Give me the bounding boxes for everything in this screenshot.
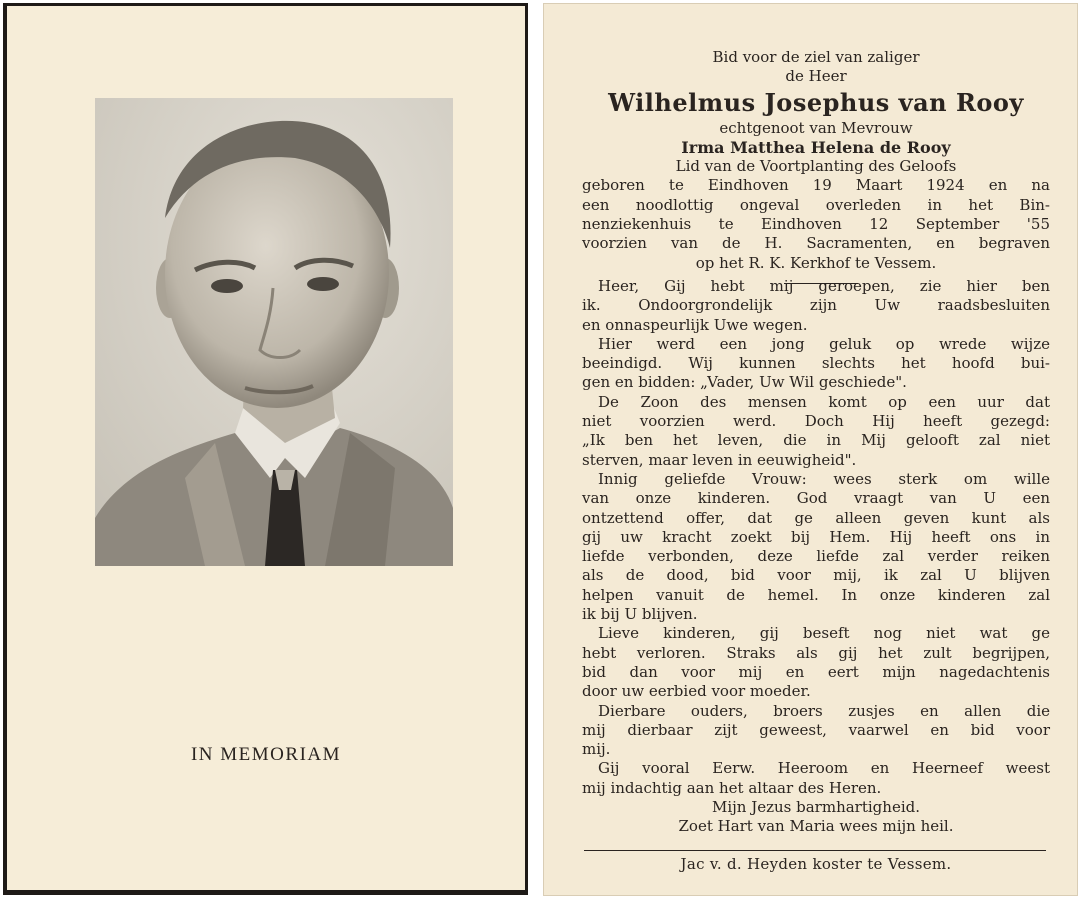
bio-line: een noodlottig ongeval overleden in het Bin- <box>582 195 1050 214</box>
bio-line: geboren te Eindhoven 19 Maart 1924 en na <box>582 176 1050 195</box>
paragraph-line: ik bij U blijven. <box>582 605 698 624</box>
paragraph-line: ik. Ondoorgrondelijk zijn Uw raadsbesluiten <box>582 296 1050 315</box>
in-memoriam-caption: IN MEMORIAM <box>190 744 342 765</box>
paragraph-line: gen en bidden: „Vader, Uw Wil geschiede". <box>582 373 907 392</box>
memorial-card-front <box>3 3 528 895</box>
bio-line: op het R. K. Kerkhof te Vessem. <box>695 253 937 272</box>
paragraph-line: niet voorzien werd. Doch Hij heeft gezegd: <box>582 412 1050 431</box>
portrait-image <box>95 98 453 566</box>
bio-line: nenziekenhuis te Eindhoven 12 September '55 <box>582 215 1050 234</box>
paragraph-line: en onnaspeurlijk Uwe wegen. <box>582 315 808 334</box>
portrait-photo <box>95 98 453 566</box>
paragraph-line: door uw eerbied voor moeder. <box>582 682 811 701</box>
paragraph-line: bid dan voor mij en eert mijn nagedachtenis <box>582 662 1050 681</box>
paragraph-line: Innig geliefde Vrouw: wees sterk om wille <box>598 469 1050 488</box>
paragraph-line: liefde verbonden, deze liefde zal verder reiken <box>582 547 1050 566</box>
paragraph-line: ontzettend offer, dat ge alleen geven kunt als <box>582 508 1050 527</box>
closing-line: Zoet Hart van Maria wees mijn heil. <box>678 817 954 836</box>
paragraph-line: Dierbare ouders, broers zusjes en allen die <box>598 701 1050 720</box>
header-line: Bid voor de ziel van zaliger <box>712 48 920 66</box>
spouse-name: Irma Matthea Helena de Rooy <box>681 137 951 157</box>
paragraph-line: De Zoon des mensen komt op een uur dat <box>598 392 1050 411</box>
paragraph-line: Hier werd een jong geluk op wrede wijze <box>598 334 1050 353</box>
paragraph-line: Gij vooral Eerw. Heeroom en Heerneef weest <box>598 759 1050 778</box>
bio-line: voorzien van de H. Sacramenten, en begraven <box>582 234 1050 253</box>
paragraph-line: Lieve kinderen, gij beseft nog niet wat ge <box>598 624 1050 643</box>
paragraph-line: beeindigd. Wij kunnen slechts het hoofd bui- <box>582 354 1050 373</box>
paragraph-line: als de dood, bid voor mij, ik zal U blijven <box>582 566 1050 585</box>
paragraph-line: mij. <box>582 740 611 759</box>
paragraph-line: van onze kinderen. God vraagt van U een <box>582 489 1050 508</box>
header-line: de Heer <box>785 67 847 86</box>
memorial-text <box>582 48 1050 837</box>
underline-mark <box>784 283 858 284</box>
spouse-intro: echtgenoot van Mevrouw <box>719 118 913 137</box>
paragraph-line: mij indachtig aan het altaar des Heren. <box>582 778 882 797</box>
printer-credit: Jac v. d. Heyden koster te Vessem. <box>680 855 952 873</box>
paragraph-line: gij uw kracht zoekt bij Hem. Hij heeft ons in <box>582 527 1050 546</box>
paragraph-line: hebt verloren. Straks als gij het zult begrijpen, <box>582 643 1050 662</box>
paragraph-line: Heer, Gij hebt mij geroepen, zie hier ben <box>598 276 1050 295</box>
deceased-name: Wilhelmus Josephus van Rooy <box>608 87 1024 117</box>
paragraph-line: sterven, maar leven in eeuwigheid". <box>582 450 857 469</box>
paragraph-line: „Ik ben het leven, die in Mij gelooft zal niet <box>582 431 1050 450</box>
closing-line: Mijn Jezus barmhartigheid. <box>711 797 920 816</box>
bio-line: Lid van de Voortplanting des Geloofs <box>675 157 957 176</box>
paragraph-line: helpen vanuit de hemel. In onze kinderen zal <box>582 585 1050 604</box>
memorial-card-back <box>543 3 1078 896</box>
paragraph-line: mij dierbaar zijt geweest, vaarwel en bid voor <box>582 720 1050 739</box>
footer-divider <box>584 850 1046 851</box>
